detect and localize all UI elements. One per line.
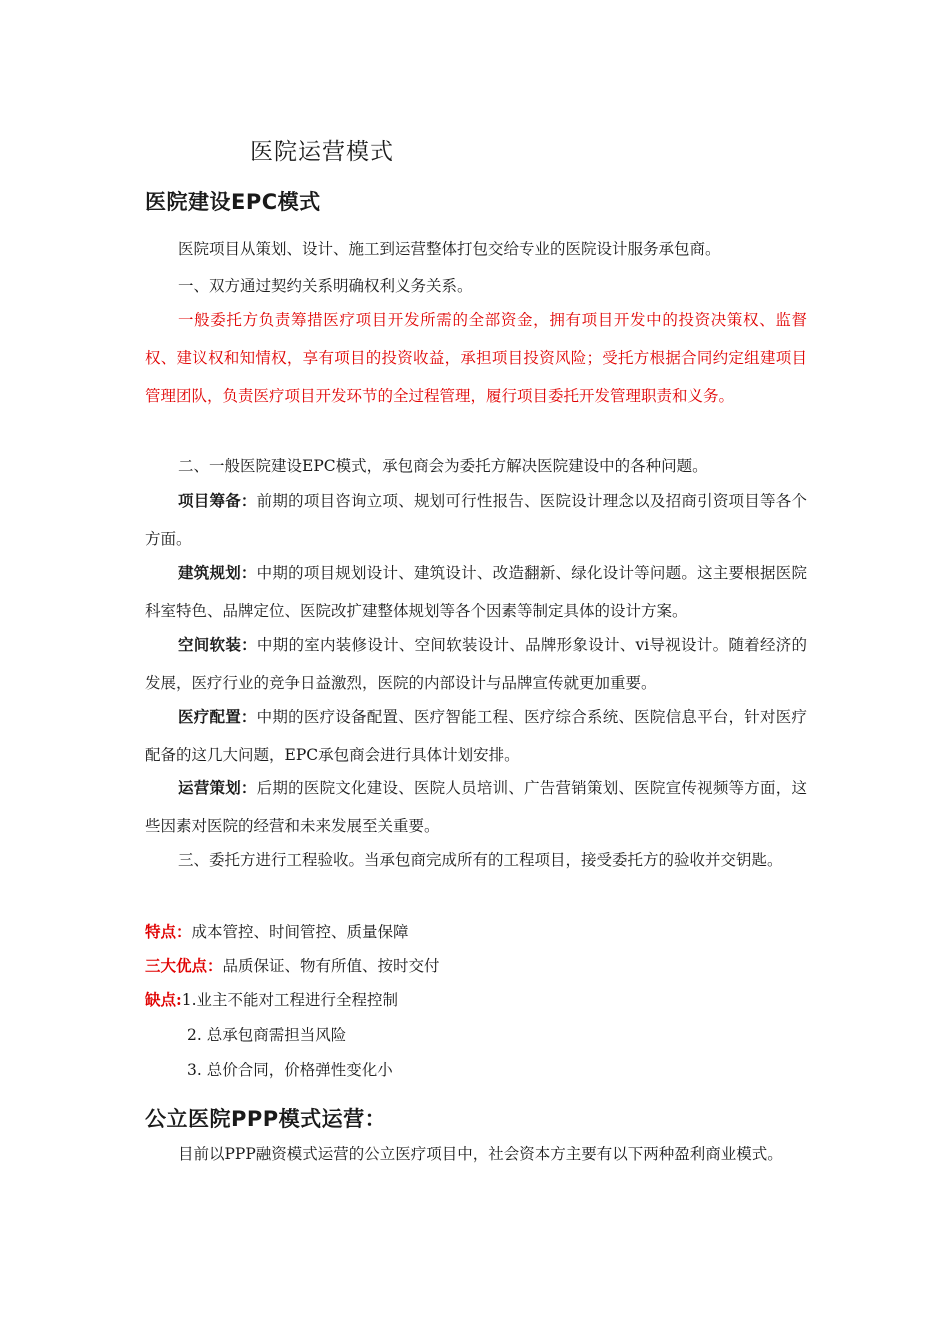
point-one: 一、双方通过契约关系明确权利义务关系。 <box>178 277 473 295</box>
cons-label: 缺点: <box>145 990 182 1009</box>
cons-item: 1.业主不能对工程进行全程控制 <box>181 991 399 1009</box>
cons-item: 2. 总承包商需担当风险 <box>187 1026 347 1044</box>
section-heading-ppp: 公立医院PPP模式运营： <box>145 1107 387 1131</box>
item-label: 运营策划： <box>178 778 257 797</box>
item-project-prep <box>145 482 807 558</box>
advantages-text: 品质保证、物有所值、按时交付 <box>222 957 440 975</box>
features-label: 特点： <box>145 922 192 941</box>
item-space-decor <box>145 626 807 702</box>
item-text: 后期的医院文化建设、医院人员培训、广告营销策划、医院宣传视频等方面，这些因素对医院的经营和未来发展至关重要。 <box>145 779 807 835</box>
intro-paragraph: 医院项目从策划、设计、施工到运营整体打包交给专业的医院设计服务承包商。 <box>178 240 721 258</box>
section-heading-epc: 医院建设EPC模式 <box>145 190 321 214</box>
item-text: 前期的项目咨询立项、规划可行性报告、医院设计理念以及招商引资项目等各个方面。 <box>145 492 807 548</box>
cons-line <box>145 985 398 1015</box>
point-three: 三、委托方进行工程验收。当承包商完成所有的工程项目，接受委托方的验收并交钥匙。 <box>178 851 783 869</box>
item-text: 中期的室内装修设计、空间软装设计、品牌形象设计、vi导视设计。随着经济的发展，医疗行业的竞争日益激烈，医院的内部设计与品牌宣传就更加重要。 <box>145 636 807 692</box>
features-line <box>145 917 409 947</box>
advantages-line <box>145 951 440 981</box>
cons-item: 3. 总价合同，价格弹性变化小 <box>187 1061 393 1079</box>
item-text: 中期的医疗设备配置、医疗智能工程、医疗综合系统、医院信息平台，针对医疗配备的这几大问题，EPC承包商会进行具体计划安排。 <box>145 708 807 764</box>
item-label: 空间软装： <box>178 635 257 654</box>
red-paragraph: 一般委托方负责筹措医疗项目开发所需的全部资金，拥有项目开发中的投资决策权、监督权、建议权和知情权，享有项目的投资收益，承担项目投资风险；受托方根据合同约定组建项目管理团队，负责医疗项目开发环节的全过程管理，履行项目委托开发管理职责和义务。 <box>145 311 807 405</box>
point-two: 二、一般医院建设EPC模式，承包商会为委托方解决医院建设中的各种问题。 <box>178 457 708 475</box>
item-text: 中期的项目规划设计、建筑设计、改造翻新、绿化设计等问题。这主要根据医院科室特色、品牌定位、医院改扩建整体规划等各个因素等制定具体的设计方案。 <box>145 564 807 620</box>
ppp-intro-paragraph: 目前以PPP融资模式运营的公立医疗项目中，社会资本方主要有以下两种盈利商业模式。 <box>178 1145 783 1163</box>
item-architecture <box>145 554 807 630</box>
document-title: 医院运营模式 <box>250 139 394 165</box>
item-label: 医疗配置： <box>178 707 257 726</box>
item-medical-config <box>145 698 807 774</box>
item-label: 建筑规划： <box>178 563 257 582</box>
features-text: 成本管控、时间管控、质量保障 <box>191 923 409 941</box>
item-label: 项目筹备： <box>178 491 257 510</box>
advantages-label: 三大优点： <box>145 956 223 975</box>
item-operations <box>145 769 807 845</box>
